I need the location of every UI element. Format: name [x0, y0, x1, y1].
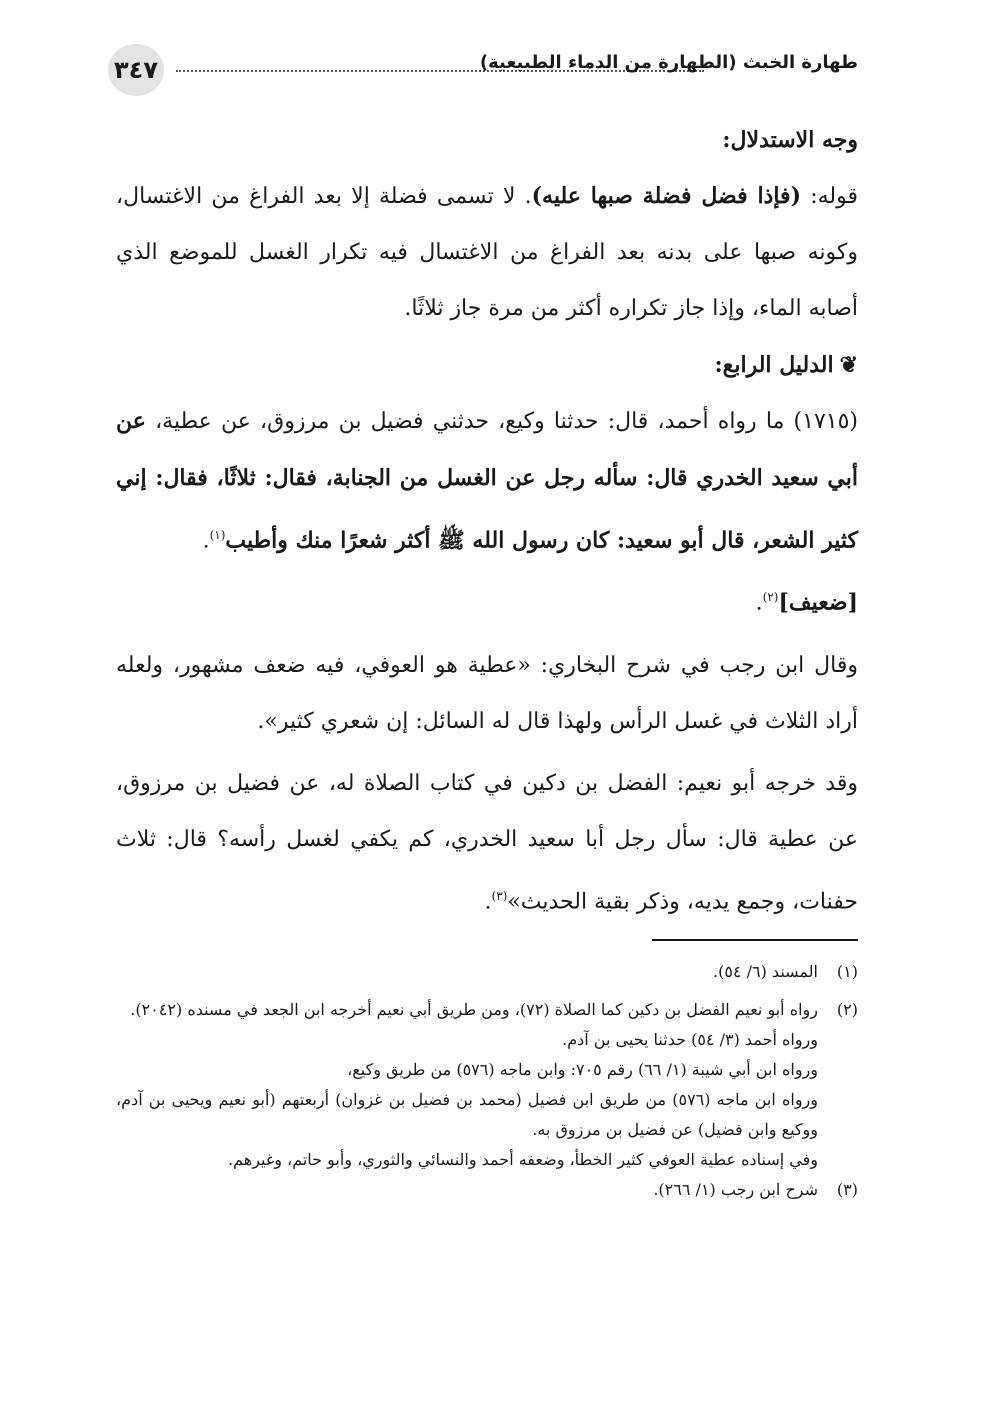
footnote-text: شرح ابن رجب (١/ ٢٦٦). — [653, 1180, 818, 1199]
paragraph — [116, 168, 858, 337]
footnote-number: (٣) — [836, 1180, 858, 1199]
footnote-separator — [652, 939, 858, 941]
text-span: . — [484, 888, 492, 914]
text-span: . — [202, 528, 210, 554]
running-header-title: طهارة الخبث (الطهارة من الدماء الطبيعية) — [479, 52, 858, 73]
page-number: ٣٤٧ — [114, 56, 158, 84]
footnote-ref[interactable]: (٣) — [491, 888, 508, 903]
footnote-text: رواه أبو نعيم الفضل بن دكين كما الصلاة (٧٢)، ومن طريق أبي نعيم أخرجه ابن الجعد في مسنده (٢٠٤٢). — [130, 1000, 818, 1019]
footnote-continuation: ورواه ابن ماجه (٥٧٦) من طريق ابن فضيل (محمد بن فضيل بن غزوان) أربعتهم (أبو نعيم ويحيى بن آدم، ووكيع وابن فضيل) عن فضيل بن مرزوق به. — [116, 1090, 819, 1139]
hadith-paragraph — [116, 393, 858, 569]
footnote-number: (١) — [836, 962, 858, 981]
footnote-item — [116, 995, 858, 1025]
footnote-text: المسند (٦/ ٥٤). — [713, 962, 818, 981]
footnotes — [116, 957, 858, 1205]
text-span: . — [755, 590, 763, 616]
page-number-badge — [108, 44, 164, 96]
footnote-ref[interactable]: (١) — [209, 528, 226, 542]
text-span: وقد خرجه أبو نعيم: الفضل بن دكين في كتاب الصلاة له، عن فضيل بن مرزوق، عن عطية قال: سأل رجل أبا سعيد الخدري، كم يكفي لغسل رأسه؟ قال: ثلاث حفنات، وجمع يديه، وذكر بقية الحديث» — [116, 770, 858, 914]
footnote-item — [116, 957, 858, 987]
evidence-heading — [116, 337, 858, 393]
hadith-grade: [ضعيف] — [778, 589, 858, 616]
paragraph — [116, 756, 858, 930]
footnote-continuation: ورواه أحمد (٣/ ٥٤) حدثنا يحيى بن آدم. — [562, 1030, 818, 1049]
section-subheading: وجه الاستدلال: — [722, 127, 858, 153]
quoted-phrase: (فإذا فضل فضلة صبها عليه) — [531, 183, 801, 209]
heading-text: الدليل الرابع: — [714, 352, 834, 378]
footnote-continuation: وفي إسناده عطية العوفي كثير الخطأ، وضعفه أحمد والنسائي والثوري، وأبو حاتم، وغيرهم. — [228, 1150, 818, 1169]
footnote-number: (٢) — [836, 1000, 858, 1019]
text-span: . لا تسمى فضلة إلا بعد الفراغ من الاغتسال، وكونه صبها على بدنه بعد الفراغ من الاغتسال فيه تكرار الغسل للموضع الذي أصابه الماء، وإذا جاز تكراره أكثر من مرة جاز ثلاثًا. — [116, 184, 858, 321]
paragraph: وقال ابن رجب في شرح البخاري: «عطية هو العوفي، فيه ضعف مشهور، ولعله أراد الثلاث في غسل الرأس ولهذا قال له السائل: إن شعري كثير». — [116, 652, 858, 734]
text-span: قوله: — [801, 184, 858, 209]
main-text — [116, 112, 858, 930]
footnote-item — [116, 1175, 858, 1205]
isnad-text: (١٧١٥) ما رواه أحمد، قال: حدثنا وكيع، حدثني فضيل بن مرزوق، عن عطية، — [155, 409, 858, 434]
footnote-ref[interactable]: (٢) — [762, 590, 779, 605]
leaf-ornament-icon: ❦ — [839, 352, 858, 378]
grade-line — [116, 569, 858, 631]
footnote-continuation: ورواه ابن أبي شيبة (١/ ٦٦) رقم ٧٠٥: وابن ماجه (٥٧٦) من طريق وكيع، — [347, 1060, 818, 1079]
hadith-text: عن أبي سعيد الخدري قال: سأله رجل عن الغسل من الجنابة، فقال: ثلاثًا، فقال: إني كثير الشعر، قال أبو سعيد: كان رسول الله ﷺ أكثر شعرًا منك وأطيب — [116, 408, 858, 554]
